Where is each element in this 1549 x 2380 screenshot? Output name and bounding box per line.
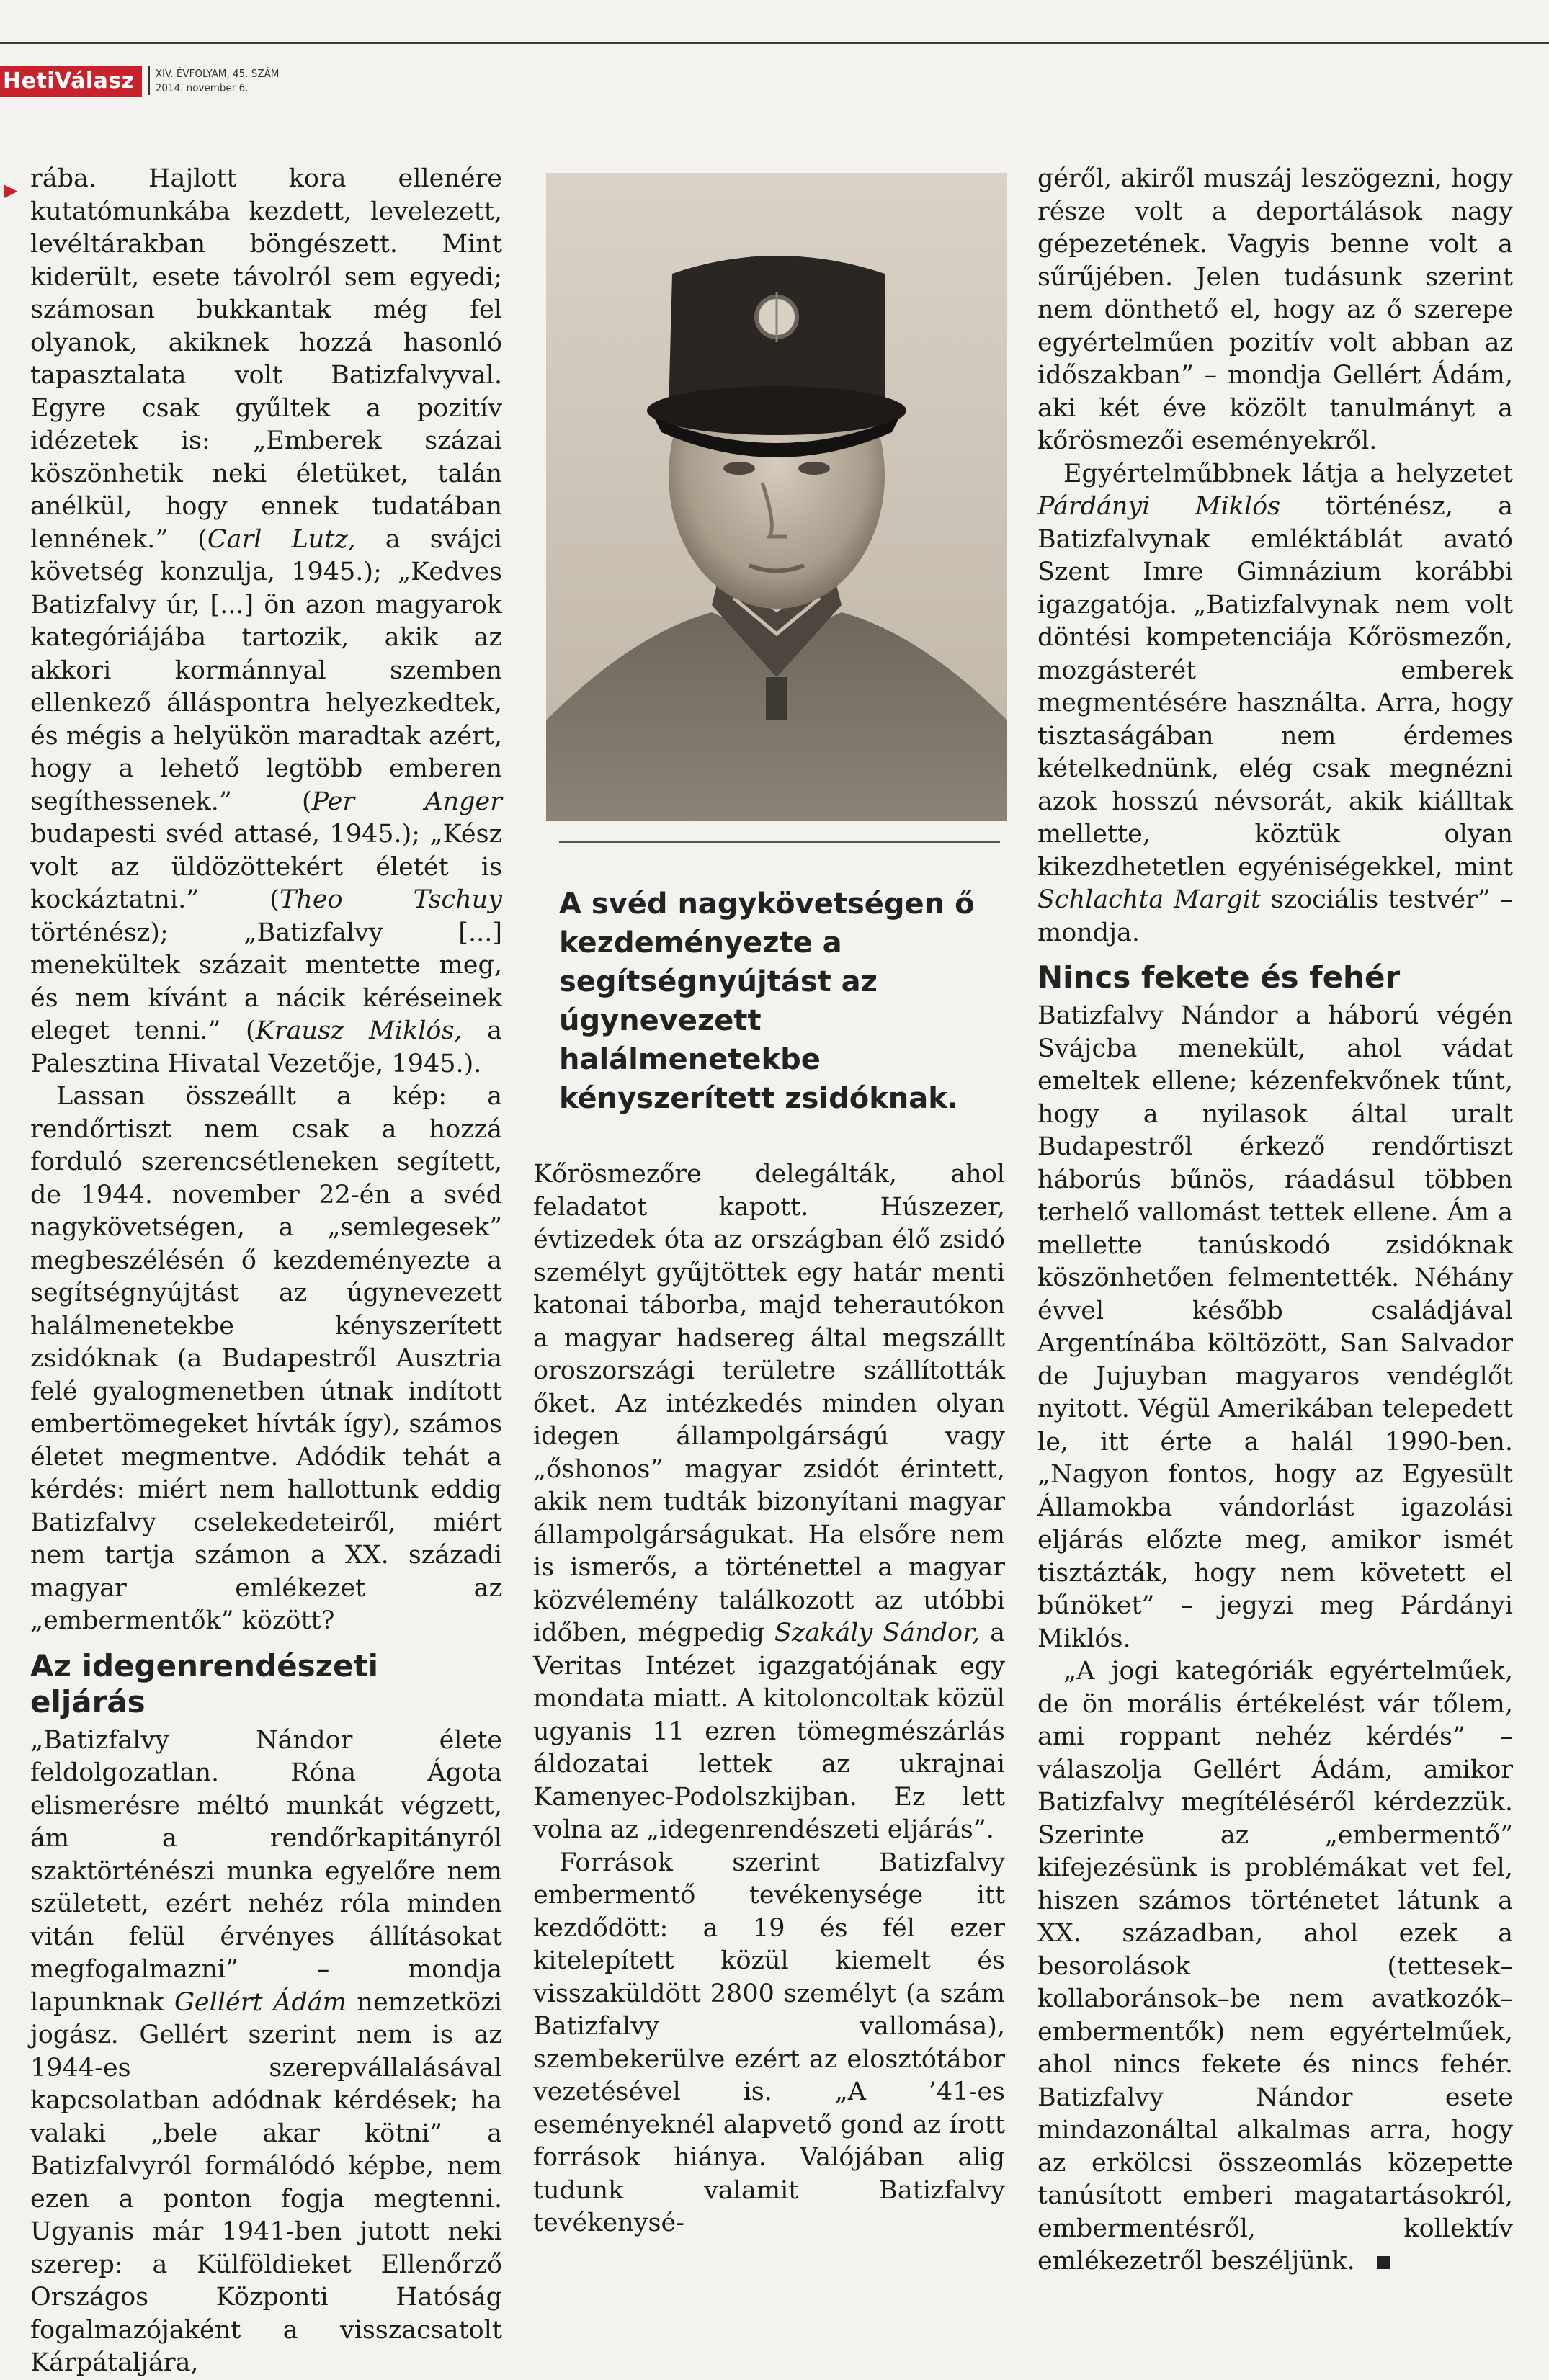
text-run: nemzetközi jogász. Gellért szerint nem is az 1944-es szerepvállalásával kapcsolatban adódnak kérdések; ha valaki „bele akar kötni” a Batizfalvyról formálódó képbe, nem ezen a ponton fogja megtenni. Ugyanis már 1941-ben jutott neki szerep: a Külföldieket Ellenőrző Országos Központi Hatóság fogalmazójaként a visszacsatolt Kárpátaljára, — [30, 1987, 502, 2377]
col1-paragraph-2: Lassan összeállt a kép: a rendőrtiszt nem csak a hozzá forduló szerencsétleneken segített, de 1944. november 22-én a svéd nagykövetségen, a „semlegesek” megbeszélésén ő kezdeményezte a segítségnyújtást az úgynevezett halálmenetekbe kényszerített zsidóknak (a Budapestről Ausztria felé gyalogmenetben útnak indított embertömegeket hívták így), számos életet megmentve. Adódik tehát a kérdés: miért nem hallottunk eddig Batizfalvy cselekedeteiről, miért nem tartja számon a XX. századi magyar emlékezet az „embermentők” között? — [30, 1082, 502, 1635]
col3-paragraph-4-text: „A jogi kategóriák egyértelműek, de ön morális értékelést vár tőlem, ami roppant nehéz kérdés” – válaszolja Gellért Ádám, amikor Batizfalvy megítéléséről kérdezzük. Szerinte az „embermentő” kifejezésünk is problémákat vet fel, hiszen számos történetet látunk a XX. században, ahol ezek a besorolások (tettesek–kollaboránsok–be nem avatkozók–embermentők) nem egyértelműek, ahol nincs fekete és nincs fehér. Batizfalvy Nándor esete mindazonáltal alkalmas arra, hogy az erkölcsi összeomlás közepette tanúsított emberi magatartásokról, embermentésről, kollektív emlékezetről beszéljünk. — [1037, 1657, 1513, 2276]
column-2 — [533, 1158, 1005, 2240]
text-run: rába. Hajlott kora ellenére kutatómunkába kezdett, levelezett, levéltárakban böngészett. Mint kiderült, esete távolról sem egyedi; számosan bukkantak még fel olyanok, akiknek hozzá hasonló tapasztalata volt Batizfalvyval. Egyre csak gyűltek a pozitív idézetek is: „Emberek százai köszönhetik neki életüket, talán anélkül, hogy ennek tudatában lennének.” ( — [30, 164, 502, 554]
text-run: a Palesztina Hivatal Vezetője, 1945.). — [30, 1016, 502, 1078]
text-run: a Veritas Intézet igazgatójának egy mondata miatt. A kitoloncoltak közül ugyanis 11 ezren tömegmészárlás áldozatai lettek az ukrajnai Kamenyec-Podolszkijban. Ez lett volna az „idegenrendészeti eljárás”. — [533, 1619, 1005, 1844]
top-rule — [0, 42, 1549, 44]
col3-paragraph-2 — [1037, 458, 1513, 950]
italic-name: Párdányi Miklós — [1037, 492, 1281, 521]
italic-name: Gellért Ádám — [174, 1987, 347, 2017]
text-run: Kőrösmezőre delegálták, ahol feladatot kapott. Húszezer, évtizedek óta az országban élő zsidó személyt gyűjtöttek egy határ menti katonai táborba, majd teherautókon a magyar hadsereg által megszállt oroszországi területre szállították őket. Az intézkedés minden olyan idegen állampolgárságú vagy „őshonos” magyar zsidót érintett, akik nem tudták bizonyítani magyar állampolgárságukat. Ha elsőre nem is ismerős, a történettel a magyar közvélemény találkozott az utóbbi időben, mégpedig — [533, 1160, 1005, 1647]
masthead — [0, 66, 279, 101]
magazine-logo: HetiVálasz — [0, 66, 142, 97]
italic-name: Krausz Miklós, — [255, 1016, 463, 1045]
end-of-article-square-icon — [1377, 2256, 1390, 2269]
section-heading-1: Az idegenrendészeti eljárás — [30, 1647, 379, 1719]
italic-name: Per Anger — [311, 787, 502, 816]
col2-paragraph-2: Források szerint Batizfalvy embermentő tevékenysége itt kezdődött: a 19 és fél ezer kitelepített közül kiemelt és visszaküldött 2800 személyt (a szám Batizfalvy vallomása), szembekerülve ezért az elosztótábor vezetésével is. „A ’41-es eseményeknél alapvető gond az írott források hiánya. Valójában alig tudunk valamit Batizfalvy tevékenysé- — [533, 1848, 1005, 2237]
italic-name: Carl Lutz, — [207, 524, 356, 554]
col3-paragraph-1: géről, akiről muszáj leszögezni, hogy része volt a deportálások nagy gépezetének. Vagyis benne volt a sűrűjében. Jelen tudásunk szerint nem dönthető el, hogy az ő szerepe egyértelműen pozitív volt abban az időszakban” – mondja Gellért Ádám, aki két éve közölt tanulmányt a kőrösmezői eseményekről. — [1037, 164, 1513, 455]
column-3 — [1037, 163, 1513, 2278]
issue-info — [148, 66, 280, 95]
text-run: a svájci követség konzulja, 1945.); „Kedves Batizfalvy úr, [...] ön azon magyarok kategóriájába tartozik, akik az akkori kormánnyal szemben ellenkező álláspontra helyezkedtek, és mégis a helyükön maradtak azért, hogy a lehető legtöbb emberen segíthessenek.” ( — [30, 524, 502, 816]
issue-volume: XIV. ÉVFOLYAM, 45. SZÁM — [155, 67, 280, 80]
italic-name: Theo Tschuy — [279, 885, 502, 914]
col2-paragraph-1 — [533, 1158, 1005, 1847]
col1-paragraph-1 — [30, 163, 502, 1081]
pull-quote-rule — [559, 841, 1000, 843]
text-run: budapesti svéd attasé, 1945.); „Kész volt az üldözöttekért életét is kockáztatni.” ( — [30, 820, 502, 914]
issue-date: 2014. november 6. — [155, 81, 249, 94]
col3-paragraph-4 — [1037, 1655, 1513, 2278]
italic-name: Schlachta Margit — [1037, 885, 1262, 914]
text-run: történész); „Batizfalvy [...] menekültek százait mentette meg, és nem kívánt a nácik kéréseinek eleget tenni.” ( — [30, 918, 502, 1045]
portrait-photo — [546, 173, 1007, 821]
text-run: szociális testvér” – mondja. — [1037, 885, 1513, 947]
column-1 — [30, 163, 502, 2380]
italic-name: Szakály Sándor, — [774, 1619, 981, 1647]
text-run: Egyértelműbbnek látja a helyzetet — [1063, 459, 1513, 488]
text-run: történész, a Batizfalvynak emléktáblát avató Szent Imre Gimnázium korábbi igazgatója. „Batizfalvynak nem volt döntési kompetenciája Kőrösmezőn, mozgásterét emberek megmentésére használta. Arra, hogy tisztaságában nem érdemes kételkednünk, elég csak megnézni azok hosszú névsorát, akik kiálltak mellette, köztük olyan kikezdhetetlen egyéniségekkel, mint — [1037, 492, 1514, 882]
continuation-arrow-icon: ▶ — [4, 180, 18, 200]
col1-paragraph-3 — [30, 1724, 502, 2380]
text-run: „Batizfalvy Nándor élete feldolgozatlan. Róna Ágota elismerésre méltó munkát végzett, ám a rendőrkapitányról szaktörténészi munka egyelőre nem született, ezért nehéz róla minden vitán felül érvényes állításokat megfogalmazni” – mondja lapunknak — [30, 1725, 502, 2017]
section-heading-2: Nincs fekete és fehér — [1037, 959, 1401, 995]
col3-paragraph-3: Batizfalvy Nándor a háború végén Svájcba menekült, ahol vádat emeltek ellene; kézenfekvőnek tűnt, hogy a nyilasok által uralt Budapestről érkező rendőrtiszt háborús bűnös, ráadásul többen terhelő vallomást tettek ellene. Ám a mellette tanúskodó zsidóknak köszönhetően felmentették. Néhány évvel később családjával Argentínába költözött, San Salvador de Jujuyban magyaros vendéglőt nyitott. Végül Amerikában telepedett le, itt érte a halál 1990-ben. „Nagyon fontos, hogy az Egyesült Államokba vándorlást igazolási eljárás előzte meg, amikor ismét tisztázták, hogy nem követett el bűnöket” – jegyzi meg Párdányi Miklós. — [1037, 1001, 1513, 1653]
pull-quote: A svéd nagykövetségen ő kezdeményezte a segítségnyújtást az úgynevezett halálmenetekbe kényszerített zsidóknak. — [559, 887, 975, 1115]
